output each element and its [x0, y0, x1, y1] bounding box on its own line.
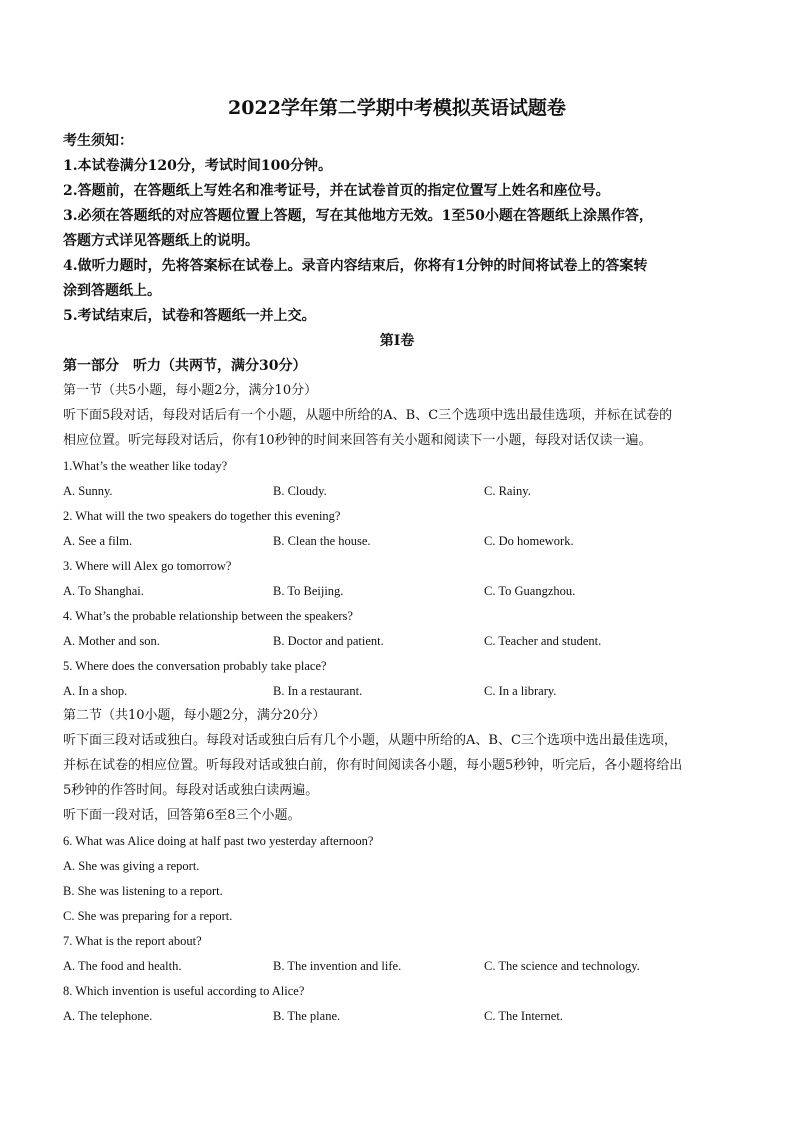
- q4-option-b: B. Doctor and patient.: [273, 634, 384, 648]
- notice-heading: 考生须知：: [63, 133, 133, 149]
- q8-option-c: C. The Internet.: [484, 1009, 563, 1023]
- q6-option-a: A. She was giving a report.: [63, 859, 200, 873]
- section2-heading: 第二节（共10小题，每小题2分，满分20分）: [63, 708, 326, 723]
- q1-option-a: A. Sunny.: [63, 484, 113, 498]
- q8-option-a: A. The telephone.: [63, 1009, 153, 1023]
- question-4: 4. What’s the probable relationship between the speakers?: [63, 609, 353, 623]
- q1-option-b: B. Cloudy.: [273, 484, 327, 498]
- q5-option-a: A. In a shop.: [63, 684, 128, 698]
- section2-instructions-1: 听下面三段对话或独白。每段对话或独白后有几个小题，从题中所给的A、B、C三个选项中选出最佳选项，: [63, 733, 677, 748]
- dialogue-intro: 听下面一段对话，回答第6至8三个小题。: [63, 808, 301, 823]
- q7-option-c: C. The science and technology.: [484, 959, 640, 973]
- q3-option-b: B. To Beijing.: [273, 584, 344, 598]
- q5-option-b: B. In a restaurant.: [273, 684, 363, 698]
- q2-option-b: B. Clean the house.: [273, 534, 371, 548]
- question-3: 3. Where will Alex go tomorrow?: [63, 559, 232, 573]
- notice-item-5: 5.考试结束后，试卷和答题纸一并上交。: [63, 308, 316, 324]
- notice-item-4: 4.做听力题时，先将答案标在试卷上。录音内容结束后，你将有1分钟的时间将试卷上的答案转: [63, 258, 648, 274]
- q4-option-c: C. Teacher and student.: [484, 634, 602, 648]
- part1-heading: 第一部分 听力（共两节，满分30分）: [63, 358, 307, 374]
- question-2: 2. What will the two speakers do together this evening?: [63, 509, 341, 523]
- question-8: 8. Which invention is useful according to Alice?: [63, 984, 305, 998]
- q7-option-b: B. The invention and life.: [273, 959, 402, 973]
- question-5: 5. Where does the conversation probably take place?: [63, 659, 327, 673]
- section1-instructions-2: 相应位置。听完每段对话后，你有10秒钟的时间来回答有关小题和阅读下一小题，每段对话仅读一遍。: [63, 433, 652, 448]
- question-1: 1.What’s the weather like today?: [63, 459, 228, 473]
- q2-option-a: A. See a film.: [63, 534, 133, 548]
- section2-instructions-2: 并标在试卷的相应位置。听每段对话或独白前，你有时间阅读各小题，每小题5秒钟，听完后，各小题将给出: [63, 758, 683, 773]
- notice-item-3: 3.必须在答题纸的对应答题位置上答题，写在其他地方无效。1至50小题在答题纸上涂黑作答，: [63, 208, 653, 224]
- q6-option-b: B. She was listening to a report.: [63, 884, 223, 898]
- question-6: 6. What was Alice doing at half past two yesterday afternoon?: [63, 834, 374, 848]
- q1-option-c: C. Rainy.: [484, 484, 531, 498]
- section1-heading: 第一节（共5小题，每小题2分，满分10分）: [63, 383, 318, 398]
- q8-option-b: B. The plane.: [273, 1009, 341, 1023]
- question-7: 7. What is the report about?: [63, 934, 202, 948]
- q2-option-c: C. Do homework.: [484, 534, 574, 548]
- exam-title: 2022学年第二学期中考模拟英语试题卷: [228, 97, 566, 119]
- notice-item-4-cont: 涂到答题纸上。: [63, 283, 161, 299]
- q6-option-c: C. She was preparing for a report.: [63, 909, 233, 923]
- q4-option-a: A. Mother and son.: [63, 634, 160, 648]
- section1-instructions-1: 听下面5段对话，每段对话后有一个小题，从题中所给的A、B、C三个选项中选出最佳选项，并标在试卷的: [63, 408, 673, 423]
- notice-item-3-cont: 答题方式详见答题纸上的说明。: [63, 233, 259, 249]
- q7-option-a: A. The food and health.: [63, 959, 182, 973]
- q5-option-c: C. In a library.: [484, 684, 557, 698]
- q3-option-a: A. To Shanghai.: [63, 584, 144, 598]
- section2-instructions-3: 5秒钟的作答时间。每段对话或独白读两遍。: [63, 783, 319, 798]
- volume-heading: 第I卷: [379, 333, 415, 349]
- notice-item-1: 1.本试卷满分120分，考试时间100分钟。: [63, 158, 333, 174]
- notice-item-2: 2.答题前，在答题纸上写姓名和准考证号，并在试卷首页的指定位置写上姓名和座位号。: [63, 183, 610, 199]
- q3-option-c: C. To Guangzhou.: [484, 584, 576, 598]
